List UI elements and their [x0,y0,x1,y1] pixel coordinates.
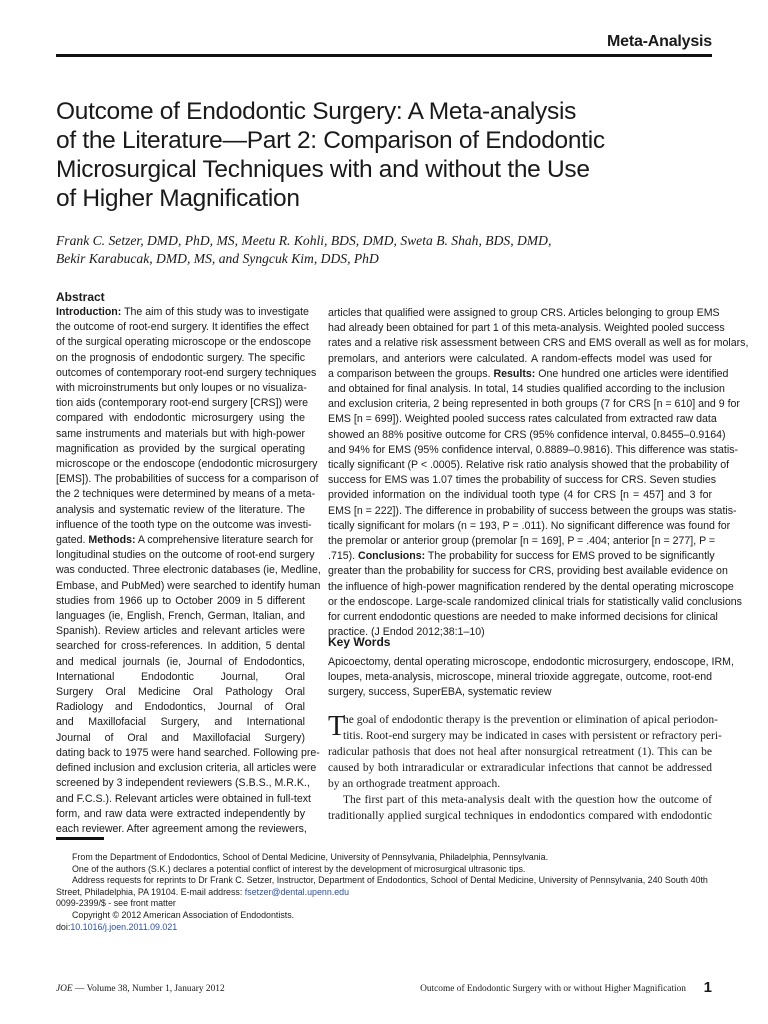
text-line: screened by 3 independent reviewers (S.B.S., M.R.K., [56,777,310,790]
key-words-text [328,655,734,701]
text-line: .715). Conclusions: The probability for success for EMS proved to be significantly [328,550,715,563]
text-line: the outcome of root-end surgery. It identifies the effect [56,321,309,334]
abstract-heading: Abstract [56,290,105,304]
drop-cap: T [328,711,346,742]
issue-info: — Volume 38, Number 1, January 2012 [72,984,225,994]
text-line: and Maxillofacial Surgery, and International [56,716,305,729]
text-line: International Endodontic Journal, Oral [56,670,305,683]
doi-label: doi: [56,921,71,932]
text-line: on the prognosis of endodontic surgery. The specific [56,351,305,364]
text-line: Introduction: The aim of this study was to investigate [56,306,309,318]
text-line: premolars, and anteriors were calculated. A random-effects model was used for [328,352,712,365]
address-text: Street, Philadelphia, PA 19104. E-mail address: [56,886,245,897]
text-line: and 94% for EMS (95% confidence interval, 0.8889–0.9816). This difference was statis- [328,443,739,456]
text-line: and F.C.S.). Relevant articles were obtained in full-text [56,792,311,805]
text-line: showed an 88% positive outcome for CRS (95% confidence interval, 0.8455–0.9164) [328,428,726,441]
text-line: had already been obtained for part 1 of this meta-analysis. Weighted pooled success [328,322,725,335]
text-line: with microinstruments but only loupes or no visualiza- [56,382,307,395]
text-line: the influence of high-power magnification rendered by the dental operating microscope [328,580,734,593]
text-line: greater than the probability for success for CRS, providing best available evidence on [328,565,728,578]
text-line: studies from 1966 up to October 2009 in 5 different [56,594,305,607]
text-line: searched for cross-references. In addition, 5 dental [56,640,305,653]
doi-note [56,922,716,934]
text-line: dating back to 1975 were hand searched. Following pre- [56,746,320,759]
key-words-heading: Key Words [328,635,391,649]
text-line: provided information on the individual tooth type (4 for CRS [n = 457] and 3 for [328,489,712,502]
title-line: Outcome of Endodontic Surgery: A Meta-analysis [56,98,577,125]
article-title [56,97,696,213]
author-line: Bekir Karabucak, DMD, MS, and Syngcuk Kim, DDS, PhD [56,251,379,266]
text-line: for current endodontic questions are needed to make informed decisions for clinical [328,611,718,624]
header-rule [56,54,712,57]
text-line: rates and a relative risk assessment between CRS and EMS overall as well as for molars, [328,337,749,350]
author-list [56,232,696,268]
affiliation-note: From the Department of Endodontics, School of Dental Medicine, University of Pennsylvania, Philadelphia, Pennsylvania. [72,852,549,862]
section-label: Meta-Analysis [607,33,712,50]
title-line: Microsurgical Techniques with and without the Use [56,156,590,183]
text-line: success for EMS was 1.07 times the probability of success for CRS. Seven studies [328,474,717,487]
intro-line: titis. Root-end surgery may be indicated in cases with persistent or refractory peri- [343,730,722,742]
running-title: Outcome of Endodontic Surgery with or without Higher Magnification [420,984,686,994]
intro-line: caused by both intraradicular or extraradicular infections that cannot be addressed [328,762,712,774]
text-line: a comparison between the groups. Results: One hundred one articles were identified [328,367,729,380]
intro-line: The first part of this meta-analysis dealt with the question how the outcome of [343,794,712,806]
journal-name: JOE [56,984,73,994]
conflict-note: One of the authors (S.K.) declares a potential conflict of interest by the development of microsurgical ultrasonic tips. [72,863,526,874]
page-footer [56,979,712,1000]
page-number: 1 [703,979,712,996]
text-line: or the endoscope. Large-scale randomized clinical trials for statistically valid conclusions [328,595,742,608]
text-line: of the surgical operating microscope or the endoscope [56,336,311,349]
email-link[interactable]: fsetzer@dental.upenn.edu [244,886,350,897]
text-line: longitudinal studies on the outcome of root-end surgery [56,549,315,562]
text-line: and medical journals (ie, Journal of Endodontics, [56,655,305,668]
text-line: was conducted. Three electronic databases (ie, Medline, [56,564,321,577]
text-line: form, and raw data were extracted independently by [56,807,305,820]
text-line: analysis and systematic review of the literature. The [56,503,305,516]
text-line: loupes, meta-analysis, microscope, mineral trioxide aggregate, outcome, root-end [328,671,712,684]
author-line: Frank C. Setzer, DMD, PhD, MS, Meetu R. Kohli, BDS, DMD, Sweta B. Shah, BDS, DMD, [56,233,552,248]
intro-line: radicular pathosis that does not heal after nonsurgical retreatment (1). This can be [328,746,712,758]
text-line: languages (ie, English, French, German, Italian, and [56,610,305,623]
text-line: Surgery Oral Medicine Oral Pathology Oral [56,686,305,699]
text-line: surgery, success, SuperEBA, systematic review [328,686,552,699]
reprint-note-cont [56,887,716,899]
intro-line: by an orthograde treatment approach. [328,778,501,790]
title-line: of the Literature—Part 2: Comparison of Endodontic [56,127,605,154]
text-line: the premolar or anterior group (premolar [n = 169], P = .404; anterior [n = 277], P = [328,535,716,548]
footnotes [56,852,716,933]
text-line: same instruments and materials but with high-power [56,427,305,440]
abstract-right-text [328,306,749,640]
text-line: magnification as provided by the surgical operating [56,442,305,455]
text-line: Embase, and PubMed) were searched to identify human [56,579,321,592]
text-line: tically significant (P < .0005). Relative risk ratio analysis showed that the probability of [328,459,730,472]
text-line: tically significant for molars (n = 193, P = .011). No significant difference was found for [328,519,731,532]
text-line: Radiology and Endodontics, Journal of Oral [56,701,305,714]
text-line: Journal of Oral and Maxillofacial Surgery) [56,731,305,744]
text-line: defined inclusion and exclusion criteria, all articles were [56,762,317,775]
intro-line: traditionally applied surgical techniques in endodontics compared with endodontic [328,810,712,822]
copyright-note: Copyright © 2012 American Association of Endodontists. [72,909,295,920]
text-line: EMS [n = 222]). The difference in probability of success between the groups was statis- [328,504,737,517]
issn-note: 0099-2399/$ - see front matter [56,898,176,909]
text-line: EMS [n = 699]). Weighted pooled success rates calculated from extracted raw data [328,413,717,426]
text-line: Spanish). Review articles and relevant articles were [56,625,305,638]
text-line: tion aids (contemporary root-end surgery [CRS]) were [56,397,308,410]
footnote-rule [56,837,104,840]
text-line: each reviewer. After agreement among the reviewers, [56,822,307,835]
text-line: [EMS]). The probabilities of success for a comparison of [56,473,319,486]
text-line: and obtained for final analysis. In total, 14 studies qualified according to the inclusion [328,383,725,396]
doi-link[interactable]: 10.1016/j.joen.2011.09.021 [70,921,178,932]
text-line: practice. (J Endod 2012;38:1–10) [328,626,485,639]
text-line: microscope or the endoscope (endodontic microsurgery [56,458,318,471]
abstract-left-text [56,305,321,837]
text-line: gated. Methods: A comprehensive literature search for [56,534,314,547]
abstract-right-column [328,306,749,640]
introduction-text [328,711,722,824]
text-line: Apicoectomy, dental operating microscope, endodontic microsurgery, endoscope, IRM, [328,656,734,668]
text-line: influence of the tooth type on the outcome was investi- [56,518,312,531]
text-line: the 2 techniques were determined by means of a meta- [56,488,316,501]
reprint-note: Address requests for reprints to Dr Frank C. Setzer, Instructor, Department of Endodontics, School of Dental Medicine, University of Pennsylvania, 240 South 40th [72,875,708,886]
intro-line: he goal of endodontic therapy is the prevention or elimination of apical periodon- [343,714,718,726]
text-line: and exclusion criteria, 2 being represented in both groups (7 for CRS [n = 610] and 9 for [328,398,740,411]
abstract-left-column [56,289,321,837]
text-line: outcomes of contemporary root-end surgery techniques [56,366,317,379]
text-line: articles that qualified were assigned to group CRS. Articles belonging to group EMS [328,307,720,319]
journal-info [56,984,225,994]
text-line: compared with endodontic microsurgery using the [56,412,305,425]
title-line: of Higher Magnification [56,185,300,212]
